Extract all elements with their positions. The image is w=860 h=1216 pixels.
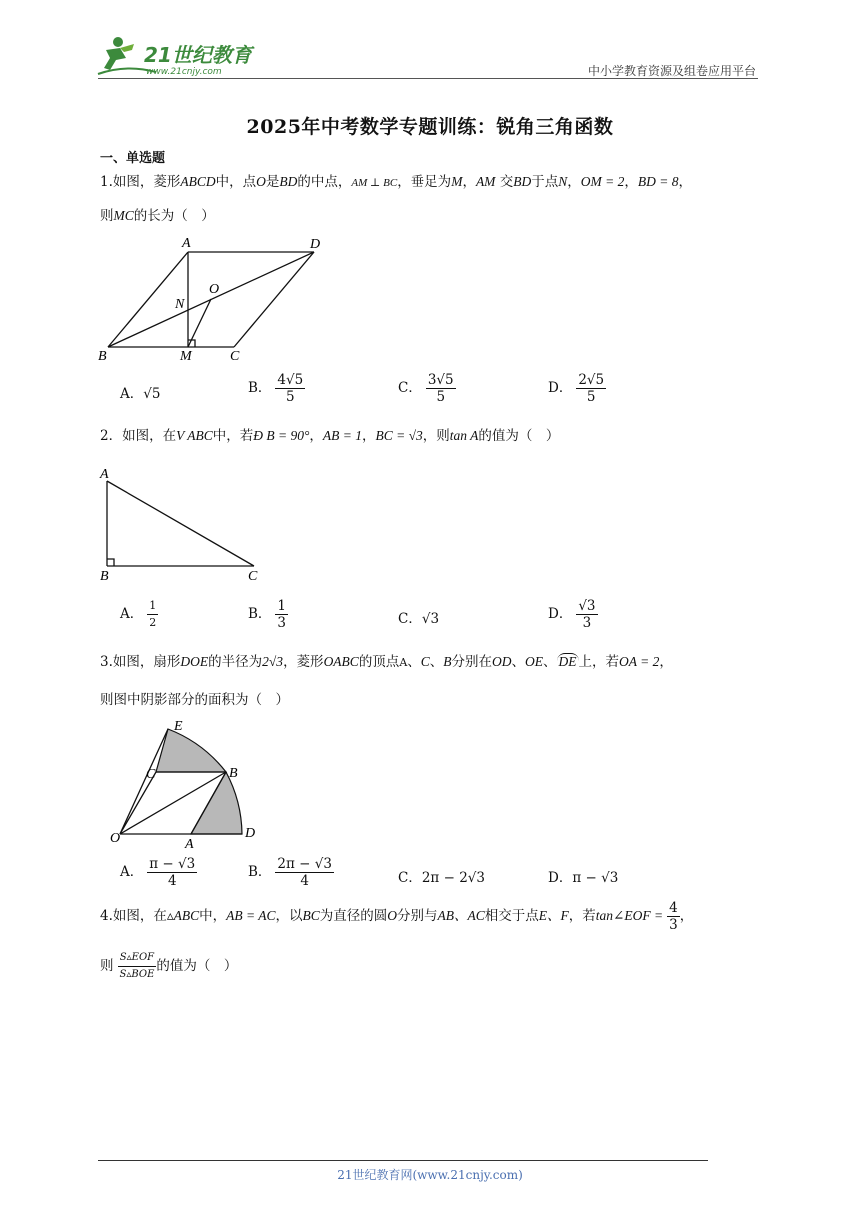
question-1-figure <box>96 232 336 364</box>
q3-option-c[interactable]: C．2π − 2√3 <box>398 870 485 886</box>
q1-option-d[interactable]: D． $\frac{2√5}{5}$ <box>548 372 605 405</box>
header-divider <box>98 78 758 79</box>
platform-name: 中小学教育资源及组卷应用平台 <box>587 64 756 78</box>
question-3-figure <box>108 714 268 848</box>
q2-option-d[interactable]: D． $\frac{√3}{3}$ <box>548 598 596 631</box>
label-C: C <box>248 569 258 584</box>
question-4-line-1: 4.如图，在▵ABC中，AB = AC，以BC为直径的圆O分别与AB、AC相交于点E、F，若tan∠EOF = $\frac{4}{3}$ ， <box>100 900 694 933</box>
label-N: N <box>175 297 185 312</box>
q2-option-c[interactable]: C．√3 <box>398 611 440 627</box>
label-D: D <box>245 826 256 841</box>
q3-option-a[interactable]: A． $\frac{\pi - √3}{4}$ <box>120 856 196 889</box>
logo-url-text: www.21cnjy.com <box>146 67 222 77</box>
label-O: O <box>209 282 220 297</box>
label-B: B <box>98 349 107 364</box>
label-C: C <box>230 349 240 364</box>
logo-main-text: 21世纪教育 <box>144 43 252 67</box>
q2-option-b[interactable]: B． $\frac{1}{3}$ <box>248 598 287 631</box>
page-title: 2025年中考数学专题训练：锐角三角函数 <box>246 116 614 138</box>
question-3-line-2: 则图中阴影部分的面积为（ ） <box>100 692 289 708</box>
q1-option-b[interactable]: B． $\frac{4√5}{5}$ <box>248 372 304 405</box>
question-1-line-2: 则MC的长为（ ） <box>100 208 215 224</box>
site-logo[interactable] <box>96 34 266 78</box>
q2-option-a[interactable]: A． $\frac{1}{2}$ <box>120 599 157 629</box>
q3-option-d[interactable]: D．π − √3 <box>548 870 619 886</box>
label-O: O <box>110 831 121 846</box>
q3-option-b[interactable]: B． $\frac{2\pi - √3}{4}$ <box>248 856 332 889</box>
section-heading: 一、单选题 <box>100 151 166 166</box>
label-B: B <box>100 569 109 584</box>
question-4-line-2: 则 $\frac{\text{S▵EOF}}{\text{S▵BOE}}$ 的值为（ ） <box>100 952 238 980</box>
q1-option-c[interactable]: C． $\frac{3√5}{5}$ <box>398 372 454 405</box>
label-B: B <box>229 766 238 781</box>
question-2-line: 2．如图，在V ABC中，若Ð B = 90°，AB = 1，BC = √3，则tan A的值为（ ） <box>100 428 560 444</box>
question-1-line-1: 1.如图，菱形ABCD中，点O是BD的中点，AM ⊥ BC，垂足为M，AM 交BD于点N，OM = 2，BD = 8， <box>100 174 692 190</box>
runner-logo-icon <box>96 34 266 78</box>
label-D: D <box>310 237 321 252</box>
question-3-line-1: 3.如图，扇形DOE的半径为2√3，菱形OABC的顶点A、C、B分别在OD、OE、 DE 上，若OA = 2， <box>100 654 673 670</box>
label-C: C <box>146 767 156 782</box>
label-A: A <box>100 467 109 482</box>
label-M: M <box>180 349 192 364</box>
label-E: E <box>174 719 183 734</box>
label-A: A <box>185 837 194 848</box>
footer-link[interactable]: 21世纪教育网(www.21cnjy.com) <box>337 1168 523 1182</box>
label-A: A <box>182 236 191 251</box>
q1-option-a[interactable]: A．√5 <box>120 386 161 402</box>
question-2-figure <box>96 464 276 586</box>
footer-divider <box>98 1160 708 1161</box>
